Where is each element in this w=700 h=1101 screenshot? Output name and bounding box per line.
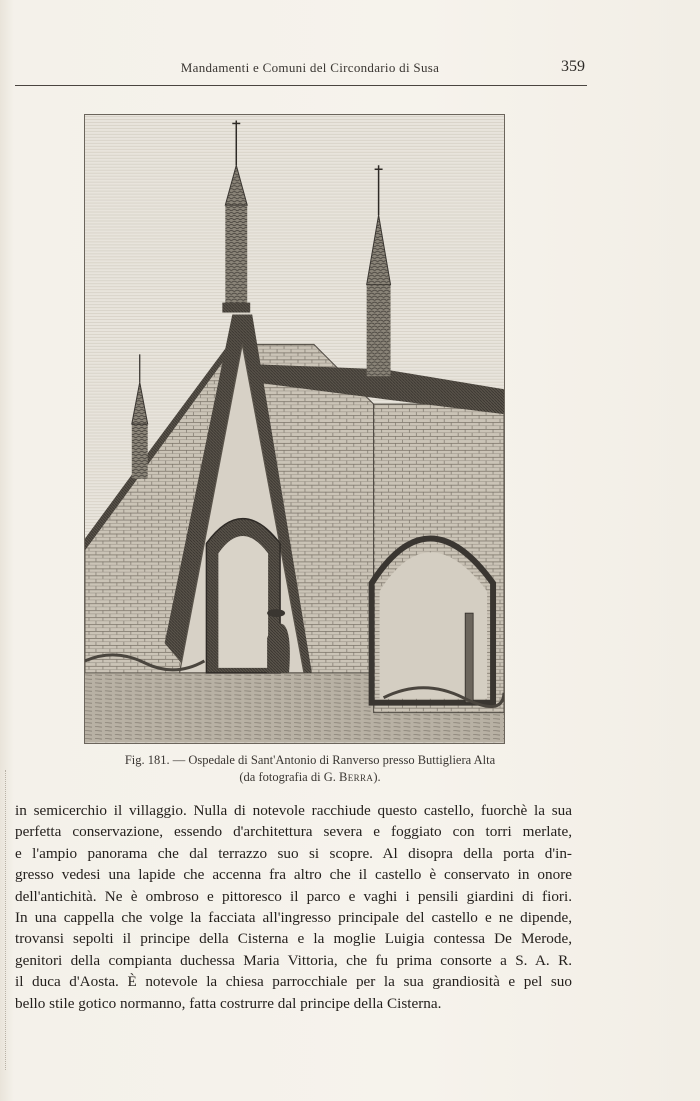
text-line: genitori della compianta duchessa Maria Vittoria, che fu prima consorte a S. A. R.: [15, 951, 572, 969]
text-line: in semicerchio il villaggio. Nulla di notevole racchiude questo castello, fuorchè la sua: [15, 802, 572, 819]
entrance-opening: [218, 536, 268, 668]
text-line: bello stile gotico normanno, fatta costrurre dal principe della Cisterna.: [15, 994, 442, 1012]
page-header: [0, 56, 700, 86]
running-title: Mandamenti e Comuni del Circondario di Susa: [180, 60, 440, 75]
text-line: e l'ampio panorama che dal terrazzo suo si scopre. Al disopra della porta d'in-: [15, 844, 572, 862]
photographer-name: Berra: [338, 770, 374, 784]
engraving-illustration: [84, 114, 505, 744]
text-line: gresso vedesi una lapide che accenna fra altro che il castello è conservato in onore: [15, 866, 572, 884]
text-line: In una cappella che volge la facciata all'ingresso principale del castello e ne dipende,: [15, 909, 572, 927]
text-line: perfetta conservazione, essendo d'architettura severa e foggiato con torri merlate,: [15, 823, 572, 841]
body-paragraph: [15, 800, 572, 1014]
measuring-post: [465, 613, 473, 703]
header-rule: [15, 85, 587, 86]
figure-caption: [40, 752, 580, 786]
text-line: dell'antichità. Ne è ombroso e pittoresco il parco e vaghi i pensili giardini di fiori.: [15, 887, 572, 905]
right-spire-shaft: [367, 285, 391, 380]
seated-figure: [267, 623, 290, 673]
church-engraving: [85, 115, 504, 743]
caption-credit: (da fotografia di G. Berra).: [239, 770, 381, 784]
central-spire-shaft: [225, 205, 247, 305]
left-spire-shaft: [132, 424, 148, 479]
binding-gutter: [5, 770, 8, 1070]
text-line: trovansi sepolti il principe della Cisterna e la moglie Luigia contessa De Merode,: [15, 930, 572, 948]
page-number: 359: [561, 58, 585, 75]
figure-hat: [267, 609, 285, 617]
text-line: il duca d'Aosta. È notevole la chiesa parrocchiale per la sua grandiosità e pel suo: [15, 973, 572, 991]
caption-label: Fig. 181. — Ospedale di Sant'Antonio di Ranverso presso Buttigliera Alta: [124, 753, 496, 767]
